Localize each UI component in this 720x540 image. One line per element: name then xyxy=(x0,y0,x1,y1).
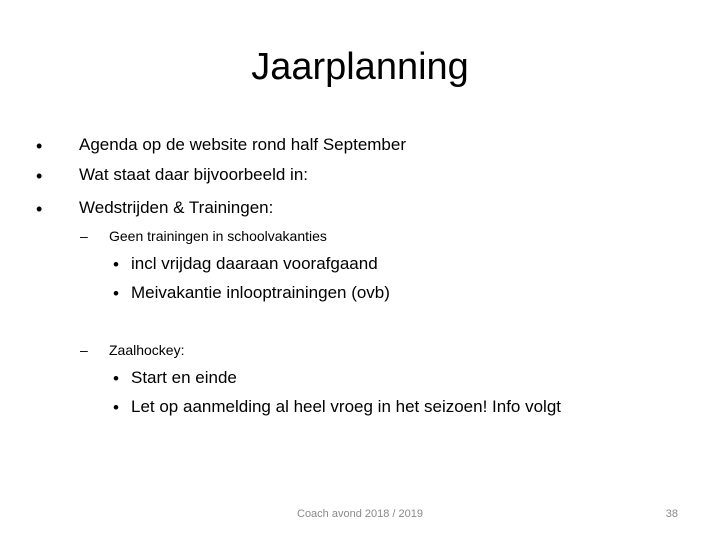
dash-icon: – xyxy=(80,228,88,244)
sub-item-text: Geen trainingen in schoolvakanties xyxy=(109,228,327,244)
list-item-text: Wat staat daar bijvoorbeeld in: xyxy=(79,165,308,184)
list-item-text: Wedstrijden & Trainingen: xyxy=(79,198,274,217)
sub-item-text: Zaalhockey: xyxy=(109,342,185,358)
dash-icon: – xyxy=(80,342,88,358)
bullet-icon: • xyxy=(36,136,43,156)
list-item-text: Agenda op de website rond half September xyxy=(79,135,407,154)
footer-text: Coach avond 2018 / 2019 xyxy=(297,508,423,520)
bullet-icon: • xyxy=(113,369,119,388)
bullet-icon: • xyxy=(113,284,119,303)
bullet-icon: • xyxy=(36,199,43,219)
sub-sub-item-text: incl vrijdag daaraan voorafgaand xyxy=(131,254,378,273)
bullet-icon: • xyxy=(36,166,43,186)
bullet-icon: • xyxy=(113,398,119,417)
bullet-icon: • xyxy=(113,255,119,274)
page-number: 38 xyxy=(665,508,678,520)
sub-sub-item-text: Meivakantie inlooptrainingen (ovb) xyxy=(131,283,390,302)
sub-sub-item-text: Start en einde xyxy=(131,368,237,387)
sub-sub-item-text: Let op aanmelding al heel vroeg in het seizoen! Info volgt xyxy=(131,397,562,416)
slide-title: Jaarplanning xyxy=(251,46,469,88)
